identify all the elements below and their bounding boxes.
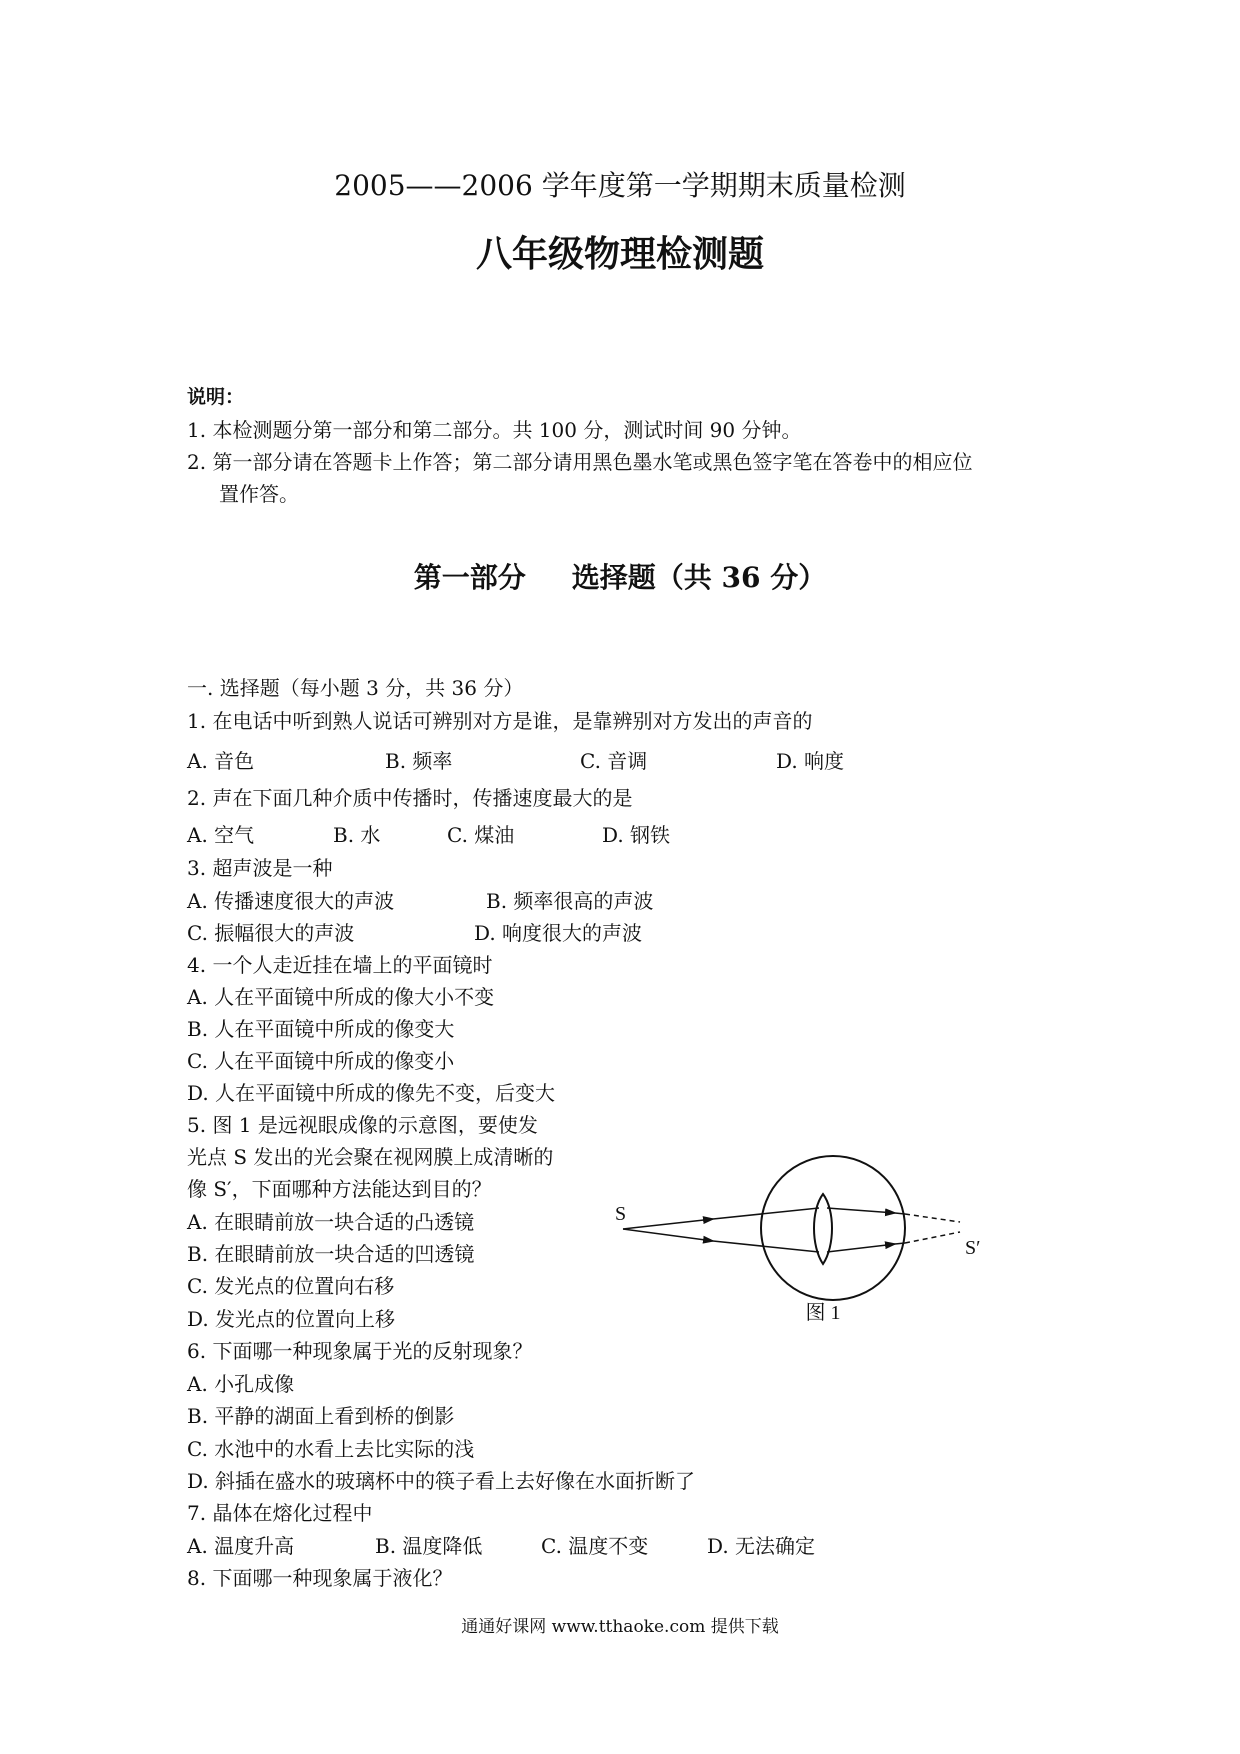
q7-option-b: B. 温度降低 [375,1534,483,1558]
note-item-2-continued: 置作答。 [219,482,299,506]
section-name: 选择题（共 36 分） [571,561,827,594]
ray-upper-refracted [895,1213,905,1214]
q2-option-c: C. 煤油 [447,823,515,847]
figure-1 [605,1140,1035,1325]
q4-stem: 4. 一个人走近挂在墙上的平面镜时 [187,953,493,977]
questions-intro: 一. 选择题（每小题 3 分，共 36 分） [187,676,524,700]
q5-option-d: D. 发光点的位置向上移 [187,1307,396,1331]
q7-option-c: C. 温度不变 [541,1534,649,1558]
eye-lens [814,1194,832,1264]
eye-diagram [605,1140,1035,1325]
ray-lower-extension [905,1232,960,1243]
point-s-prime-label: S′ [965,1237,981,1259]
section-heading [0,556,1240,596]
ray-lower-refracted-segment [827,1244,895,1252]
q4-option-d: D. 人在平面镜中所成的像先不变，后变大 [187,1081,556,1105]
q5-stem-line-2: 光点 S 发出的光会聚在视网膜上成清晰的 [187,1145,554,1169]
ray-upper-in-segment [623,1219,713,1229]
q5-stem-line-1: 5. 图 1 是远视眼成像的示意图，要使发 [187,1113,538,1137]
point-s-label: S [615,1203,627,1225]
exam-subtitle: 八年级物理检测题 [475,233,764,275]
q7-option-a: A. 温度升高 [187,1534,295,1558]
ray-lower-in-segment [623,1229,713,1241]
notes-heading: 说明： [187,386,245,408]
q1-option-c: C. 音调 [580,749,648,773]
q6-option-d: D. 斜插在盛水的玻璃杯中的筷子看上去好像在水面折断了 [187,1469,696,1493]
q3-option-d: D. 响度很大的声波 [474,921,643,945]
q2-stem: 2. 声在下面几种介质中传播时，传播速度最大的是 [187,786,633,810]
q7-stem: 7. 晶体在熔化过程中 [187,1501,373,1525]
q1-option-a: A. 音色 [187,749,255,773]
q3-option-b: B. 频率很高的声波 [486,889,654,913]
q3-option-c: C. 振幅很大的声波 [187,921,355,945]
q6-stem: 6. 下面哪一种现象属于光的反射现象？ [187,1339,533,1363]
exam-title: 2005——2006 学年度第一学期期末质量检测 [334,169,906,202]
figure-caption: 图 1 [805,1302,841,1324]
q5-option-b: B. 在眼睛前放一块合适的凹透镜 [187,1242,475,1266]
q1-stem: 1. 在电话中听到熟人说话可辨别对方是谁，是靠辨别对方发出的声音的 [187,709,813,733]
q1-option-d: D. 响度 [776,749,845,773]
q2-option-b: B. 水 [333,823,381,847]
q6-option-a: A. 小孔成像 [187,1372,295,1396]
note-item-2: 2. 第一部分请在答题卡上作答；第二部分请用黑色墨水笔或黑色签字笔在答卷中的相应位 [187,450,973,474]
q5-option-c: C. 发光点的位置向右移 [187,1274,395,1298]
q4-option-c: C. 人在平面镜中所成的像变小 [187,1049,455,1073]
q4-option-b: B. 人在平面镜中所成的像变大 [187,1017,455,1041]
eyeball [761,1156,905,1300]
ray-upper-in [713,1208,819,1219]
q2-option-a: A. 空气 [187,823,255,847]
ray-lower-in [713,1241,819,1252]
q5-stem-line-3: 像 S′，下面哪种方法能达到目的？ [187,1177,492,1201]
ray-lower-refracted [895,1243,905,1244]
section-part: 第一部分 [413,561,526,594]
q1-option-b: B. 频率 [385,749,453,773]
q3-stem: 3. 超声波是一种 [187,856,333,880]
q5-option-a: A. 在眼睛前放一块合适的凸透镜 [187,1210,475,1234]
q4-option-a: A. 人在平面镜中所成的像大小不变 [187,985,495,1009]
footer-download-note: 通通好课网 www.tthaoke.com 提供下载 [461,1617,779,1637]
note-item-1: 1. 本检测题分第一部分和第二部分。共 100 分，测试时间 90 分钟。 [187,418,802,442]
q6-option-c: C. 水池中的水看上去比实际的浅 [187,1437,475,1461]
ray-upper-refracted-segment [827,1208,895,1213]
q3-option-a: A. 传播速度很大的声波 [187,889,395,913]
ray-upper-extension [905,1214,960,1222]
q7-option-d: D. 无法确定 [707,1534,816,1558]
q8-stem: 8. 下面哪一种现象属于液化？ [187,1566,453,1590]
q6-option-b: B. 平静的湖面上看到桥的倒影 [187,1404,455,1428]
q2-option-d: D. 钢铁 [602,823,671,847]
